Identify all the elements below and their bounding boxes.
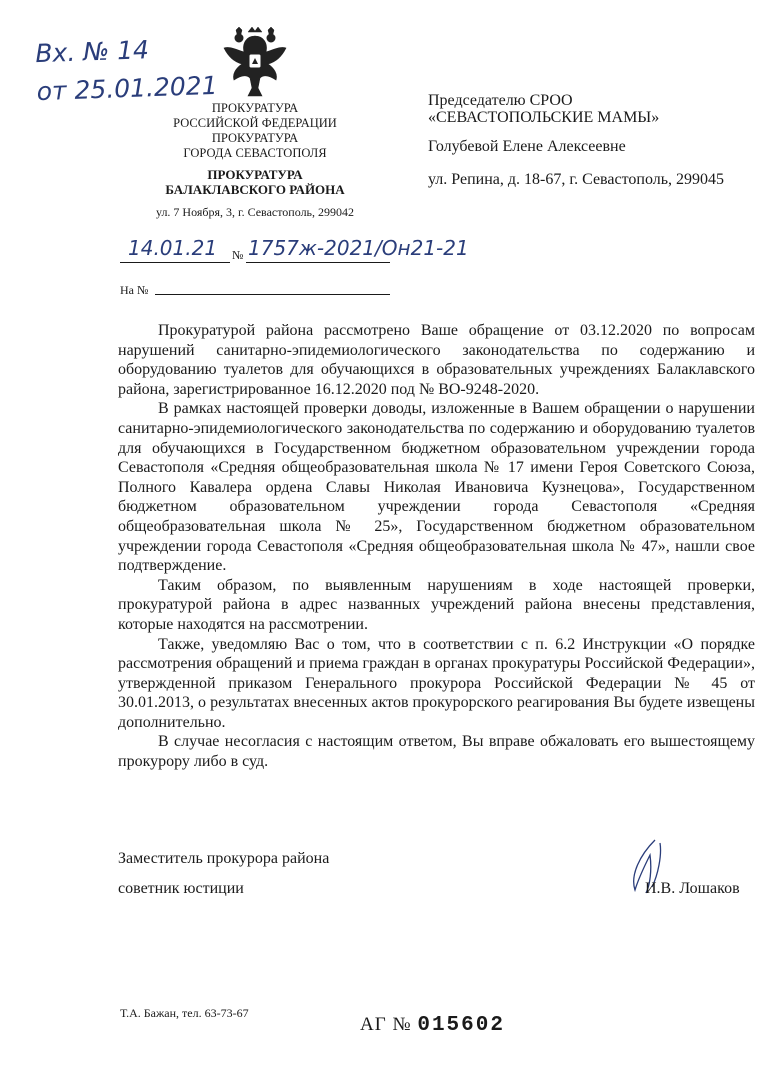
signatory-rank: советник юстиции	[118, 880, 244, 897]
issuer-address: ул. 7 Ноября, 3, г. Севастополь, 299042	[155, 205, 355, 219]
form-serial	[360, 1014, 505, 1037]
recipient-address: ул. Репина, д. 18-67, г. Севастополь, 299045	[428, 171, 725, 188]
date-underline	[120, 262, 230, 263]
letter-body	[118, 321, 755, 772]
reply-label: На №	[120, 283, 149, 297]
executor-info: Т.А. Бажан, тел. 63-73-67	[120, 1006, 249, 1020]
number-label: №	[232, 248, 244, 262]
serial-prefix: АГ №	[360, 1014, 412, 1035]
paragraph-1: Прокуратурой района рассмотрено Ваше обращение от 03.12.2020 по вопросам нарушений санитарно-эпидемиологического законодательства по содержанию и оборудованию туалетов для обучающихся в образовательных учреждениях Балаклавского района, зарегистрированное 16.12.2020 под № ВО-9248-2020.	[118, 322, 755, 398]
double-headed-eagle-emblem	[222, 26, 288, 98]
signatory-position: Заместитель прокурора района	[118, 850, 330, 867]
recipient-organization: Председателю СРОО «СЕВАСТОПОЛЬСКИЕ МАМЫ»	[428, 92, 660, 126]
registration-date: 14.01.21	[128, 236, 218, 260]
incoming-date: от 25.01.2021	[36, 70, 219, 107]
issuer-line-1: ПРОКУРАТУРА РОССИЙСКОЙ ФЕДЕРАЦИИ	[173, 101, 337, 130]
paragraph-5: В случае несогласия с настоящим ответом, Вы вправе обжаловать его вышестоящему прокурору либо в суд.	[118, 733, 755, 771]
issuer-line-2: ПРОКУРАТУРА ГОРОДА СЕВАСТОПОЛЯ	[183, 131, 327, 160]
registration-number: 1757ж-2021/Он21-21	[248, 236, 469, 260]
paragraph-2: В рамках настоящей проверки доводы, изложенные в Вашем обращении о нарушении санитарно-эпидемиологического законодательства по содержанию и оборудованию туалетов для обучающихся в Государственном бюджетном образовательном учреждении города Севастополя «Средняя общеобразовательная школа № 17 имени Героя Советского Союза, Полного Кавалера ордена Славы Николая Ивановича Кузнецова», Государственном бюджетном образовательном учреждении города Севастополя «Средняя общеобразовательная школа № 25», Государственном бюджетном образовательном учреждении города Севастополя «Средняя общеобразовательная школа № 47», нашли свое подтверждение.	[118, 400, 755, 575]
signatory-name: И.В. Лошаков	[645, 880, 740, 897]
incoming-mark	[35, 29, 218, 111]
issuer-line-3: ПРОКУРАТУРА БАЛАКЛАВСКОГО РАЙОНА	[165, 167, 345, 197]
recipient-name: Голубевой Елене Алексеевне	[428, 138, 626, 155]
number-underline	[246, 262, 390, 263]
reply-to-line	[120, 283, 148, 298]
reply-underline	[155, 294, 390, 295]
paragraph-3: Таким образом, по выявленным нарушениям в ходе настоящей проверки, прокуратурой района в адрес названных учреждений района внесены представления, которые находятся на рассмотрении.	[118, 576, 755, 633]
paragraph-4: Также, уведомляю Вас о том, что в соответствии с п. 6.2 Инструкции «О порядке рассмотрения обращений и приема граждан в органах прокуратуры Российской Федерации», утвержденной приказом Генерального прокурора Российской Федерации № 45 от 30.01.2013, о результатах внесенных актов прокурорского реагирования Вы будете извещены дополнительно.	[118, 635, 755, 731]
serial-number: 015602	[417, 1014, 505, 1037]
incoming-number: Вх. № 14	[34, 35, 150, 69]
